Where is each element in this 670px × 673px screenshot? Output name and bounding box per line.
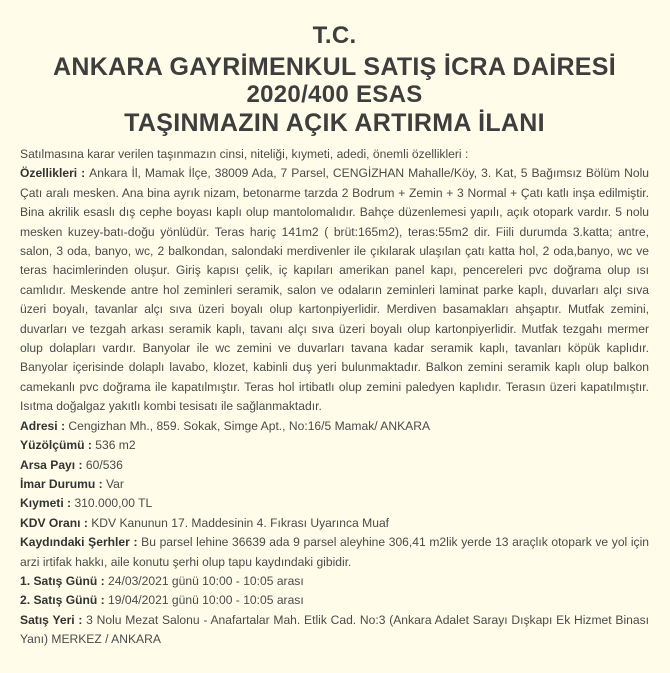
field-label: 2. Satış Günü (20, 593, 98, 608)
field-value: Cengizhan Mh., 859. Sokak, Simge Apt., No:16/5 Mamak/ ANKARA (68, 418, 431, 433)
field-label: Satış Yeri (20, 612, 75, 627)
field-value: Ankara İl, Mamak İlçe, 38009 Ada, 7 Parsel, CENGİZHAN Mahalle/Köy, 3. Kat, 5 Bağımsız Bölüm Nolu Çatı aralı mesken. Ana bina ayrık nizam, betonarme tarzda 2 Bodrum + Zemin + 3 Normal + Çatı katlı inşa edilmiştir. Bina akrilik esaslı dış cephe boyası kaplı olup mantolomalıdır. Bahçe düzenlemesi yapılı, açık otopark vardır. 5 nolu mesken kuzey-batı-doğu yönlüdür. Teras hariç 141m2 ( brüt:165m2), teras:55m2 dir. Fiili durumda 3.katta; antre, salon, 3 oda, banyo, wc, 2 balkondan, salondaki merdivenler ile çıkılarak ulaşılan çatı katta hol, 2 oda,banyo, wc ve teras hacimlerinden oluşur. Giriş kapısı çelik, iç kapıları amerikan panel kapı, pencereleri pvc doğrama olup ısı camlıdır. Meskende antre hol zeminleri seramik, salon ve odaların zeminleri laminat parke kaplı, duvarları alçı sıva üzeri boyalı, tavanlar alçı sıva üzeri boyalı olup kartonpiyerlidir. Merdiven basamakları ahşaptır. Mutfak zemini, duvarları ve tezgah arkası seramik kaplı, tavanı alçı sıva üzeri boyalı olup kartonpiyerlidir. Mutfak tezgahı mermer olup dolapları vardır. Banyolar ile wc zemini ve duvarları tavana kadar seramik kaplı, tavanları köpük kaplıdır. Banyolar içerisinde dolaplı lavabo, klozet, kabinli duş yeri bulunmaktadır. Balkon zemini seramik kaplı olup balkon camekanlı pvc doğrama ile kapatılmıştır. Teras hol irtibatlı olup zemini paledyen kaplıdır. Terasın üzeri kapatılmıştır. Isıtma doğalgaz yakıtlı kombi tesisatı ile sağlanmaktadır. (20, 166, 650, 414)
field-label: Yüzölçümü (20, 438, 85, 453)
field-label: İmar Durumu (20, 476, 96, 491)
field-sale-location: Satış Yeri : 3 Nolu Mezat Salonu - Anafartalar Mah. Etlik Cad. No:3 (Ankara Adalet Sarayı Dışkapı Ek Hizmet Binası Yanı) MERKEZ / ANKARA (20, 612, 649, 647)
field-zoning: İmar Durumu : Var (20, 476, 124, 491)
field-label: Özellikleri (20, 166, 78, 181)
field-value: 60/536 (85, 457, 123, 472)
field-label: Kıymeti (20, 496, 64, 511)
field-value: KDV Kanunun 17. Maddesinin 4. Fıkrası Uyarınca Muaf (91, 515, 390, 530)
field-annotations: Kaydındaki Şerhler : Bu parsel lehine 36639 ada 9 parsel aleyhine 306,41 m2lik yerde 13 araçlık otopark ve yol için arzi irtifak hakkı, aile konutu şerhi olup tapu kaydındaki gibidir. (20, 535, 650, 569)
heading-tc: T.C. (312, 22, 357, 49)
field-label: Kaydındaki Şerhler (20, 535, 130, 550)
notice-heading (20, 22, 649, 137)
field-label: Arsa Payı (20, 457, 76, 472)
field-value: 19/04/2021 günü 10:00 - 10:05 arası (108, 593, 304, 608)
field-sale-date-2: 2. Satış Günü : 19/04/2021 günü 10:00 - 10:05 arası (20, 593, 304, 608)
field-value: 3 Nolu Mezat Salonu - Anafartalar Mah. Etlik Cad. No:3 (Ankara Adalet Sarayı Dışkapı Ek Hizmet Binası Yanı) MERKEZ / ANKARA (20, 612, 649, 647)
field-vat: KDV Oranı : KDV Kanunun 17. Maddesinin 4. Fıkrası Uyarınca Muaf (20, 515, 390, 530)
heading-notice-title: TAŞINMAZIN AÇIK ARTIRMA İLANI (124, 109, 545, 137)
field-area: Yüzölçümü : 536 m2 (20, 438, 136, 453)
notice-body (20, 145, 649, 650)
intro-text: Satılmasına karar verilen taşınmazın cinsi, niteliği, kıymeti, adedi, önemli özellikleri : (20, 147, 469, 161)
field-label: KDV Oranı (20, 515, 81, 530)
field-value: 536 m2 (95, 438, 136, 453)
field-value: Var (106, 476, 124, 491)
field-value-amount: Kıymeti : 310.000,00 TL (20, 496, 153, 511)
field-land-share: Arsa Payı : 60/536 (20, 457, 123, 472)
field-value: Bu parsel lehine 36639 ada 9 parsel aleyhine 306,41 m2lik yerde 13 araçlık otopark ve yol için arzi irtifak hakkı, aile konutu şerhi olup tapu kaydındaki gibidir. (20, 535, 650, 569)
field-sale-date-1: 1. Satış Günü : 24/03/2021 günü 10:00 - 10:05 arası (20, 573, 304, 588)
field-value: 24/03/2021 günü 10:00 - 10:05 arası (108, 573, 304, 588)
field-label: 1. Satış Günü (20, 573, 98, 588)
field-label: Adresi (20, 418, 58, 433)
heading-case-number: 2020/400 ESAS (246, 81, 423, 108)
heading-office: ANKARA GAYRİMENKUL SATIŞ İCRA DAİRESİ (53, 53, 616, 81)
field-features: Özellikleri : Ankara İl, Mamak İlçe, 38009 Ada, 7 Parsel, CENGİZHAN Mahalle/Köy, 3. Kat, 5 Bağımsız Bölüm Nolu Çatı aralı mesken. Ana bina ayrık nizam, betonarme tarzda 2 Bodrum + Zemin + 3 Normal + Çatı katlı inşa edilmiştir. Bina akrilik esaslı dış cephe boyası kaplı olup mantolomalıdır. Bahçe düzenlemesi yapılı, açık otopark vardır. 5 nolu mesken kuzey-batı-doğu yönlüdür. Teras hariç 141m2 ( brüt:165m2), teras:55m2 dir. Fiili durumda 3.katta; antre, salon, 3 oda, banyo, wc, 2 balkondan, salondaki merdivenler ile çıkılarak ulaşılan çatı katta hol, 2 oda,banyo, wc ve teras hacimlerinden oluşur. Giriş kapısı çelik, iç kapıları amerikan panel kapı, pencereleri pvc doğrama olup ısı camlıdır. Meskende antre hol zeminleri seramik, salon ve odaların zeminleri laminat parke kaplı, duvarları alçı sıva üzeri boyalı, tavanlar alçı sıva üzeri boyalı olup kartonpiyerlidir. Merdiven basamakları ahşaptır. Mutfak zemini, duvarları ve tezgah arkası seramik kaplı, tavanı alçı sıva üzeri boyalı olup kartonpiyerlidir. Mutfak tezgahı mermer olup dolapları vardır. Banyolar ile wc zemini ve duvarları tavana kadar seramik kaplı, tavanları köpük kaplıdır. Banyolar içerisinde dolaplı lavabo, klozet, kabinli duş yeri bulunmaktadır. Balkon zemini seramik kaplı olup balkon camekanlı pvc doğrama ile kapatılmıştır. Teras hol irtibatlı olup zemini paledyen kaplıdır. Terasın üzeri kapatılmıştır. Isıtma doğalgaz yakıtlı kombi tesisatı ile sağlanmaktadır. (20, 166, 650, 414)
field-address: Adresi : Cengizhan Mh., 859. Sokak, Simge Apt., No:16/5 Mamak/ ANKARA (20, 418, 431, 433)
field-value: 310.000,00 TL (74, 496, 153, 511)
